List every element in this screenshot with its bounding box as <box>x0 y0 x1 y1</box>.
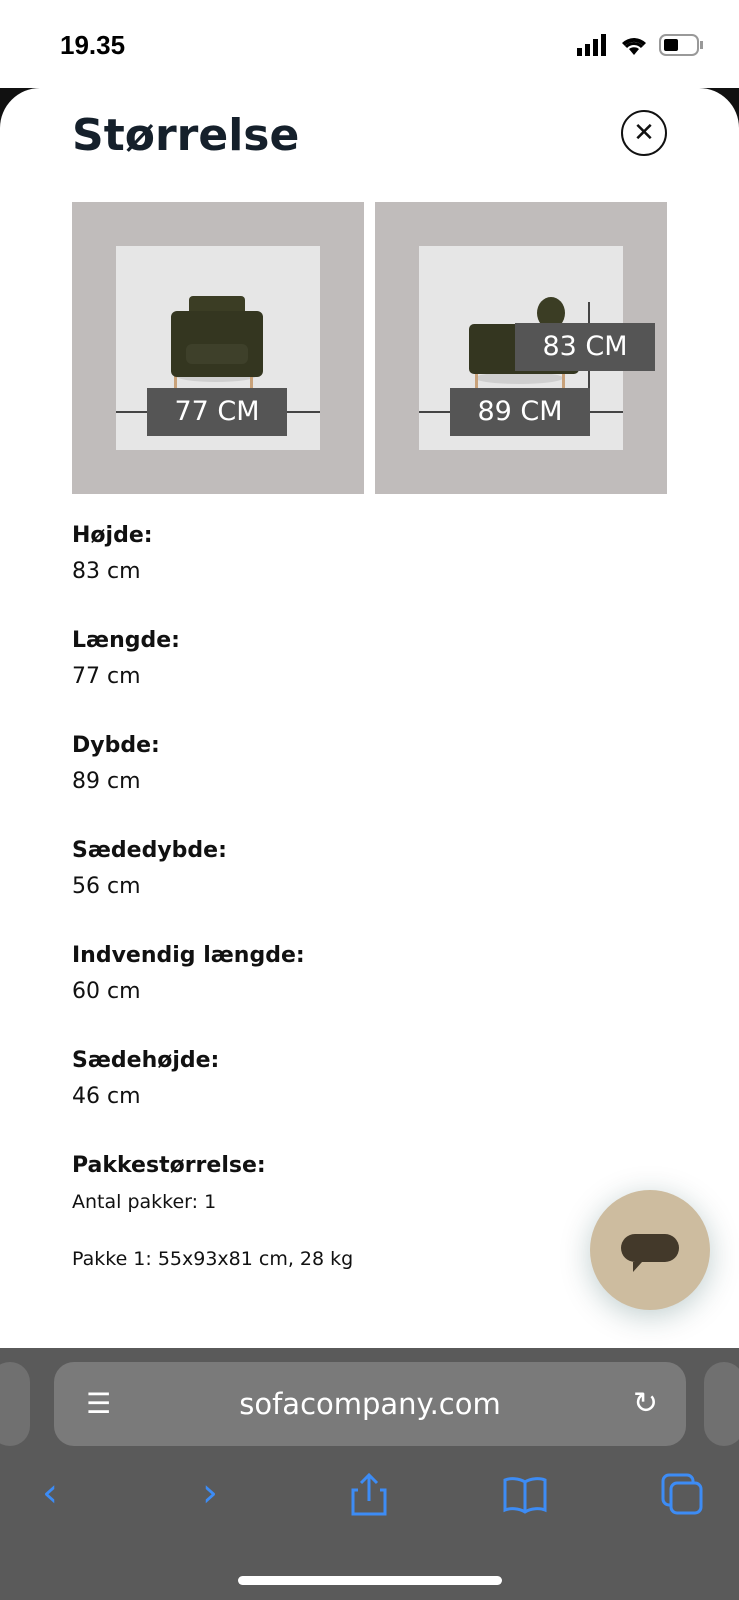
battery-icon <box>659 34 703 56</box>
spec-depth: Dybde: 89 cm <box>72 733 160 794</box>
prev-tab-peek[interactable] <box>0 1362 30 1446</box>
spec-seat-height: Sædehøjde: 46 cm <box>72 1048 220 1109</box>
close-button[interactable] <box>621 110 667 156</box>
spec-seat-depth: Sædedybde: 56 cm <box>72 838 227 899</box>
next-tab-peek[interactable] <box>704 1362 739 1446</box>
chat-button[interactable] <box>590 1190 710 1310</box>
back-button[interactable]: ‹ <box>42 1470 58 1516</box>
reload-icon[interactable]: ↻ <box>632 1386 658 1421</box>
url-text: sofacompany.com <box>239 1387 501 1421</box>
front-view-image <box>72 202 364 494</box>
wifi-icon <box>619 34 649 56</box>
spec-inner-length: Indvendig længde: 60 cm <box>72 943 305 1004</box>
side-view-image <box>375 202 667 494</box>
width-tag: 77 CM <box>147 388 287 436</box>
depth-tag: 89 CM <box>450 388 590 436</box>
reader-icon[interactable]: ☰ <box>86 1387 112 1420</box>
spec-package-size: Pakkestørrelse: Antal pakker: 1 <box>72 1153 266 1213</box>
bookmarks-icon[interactable] <box>502 1476 548 1514</box>
forward-button[interactable]: › <box>202 1470 218 1516</box>
share-icon[interactable] <box>350 1472 388 1516</box>
spec-list <box>72 518 353 1270</box>
height-tag: 83 CM <box>515 323 655 371</box>
clock: 19.35 <box>60 30 126 60</box>
tabs-icon[interactable] <box>660 1472 704 1516</box>
chat-bubble-icon <box>590 1190 710 1310</box>
spec-length: Længde: 77 cm <box>72 628 180 689</box>
status-bar <box>0 0 739 90</box>
close-icon: ✕ <box>633 118 655 148</box>
size-modal <box>0 88 739 1348</box>
spec-height: Højde: 83 cm <box>72 523 153 584</box>
signal-icon <box>577 34 609 56</box>
modal-title: Størrelse <box>72 110 300 161</box>
browser-toolbar <box>0 1348 739 1600</box>
package-line: Pakke 1: 55x93x81 cm, 28 kg <box>72 1248 354 1270</box>
home-indicator <box>238 1576 502 1585</box>
address-bar[interactable] <box>54 1362 686 1446</box>
